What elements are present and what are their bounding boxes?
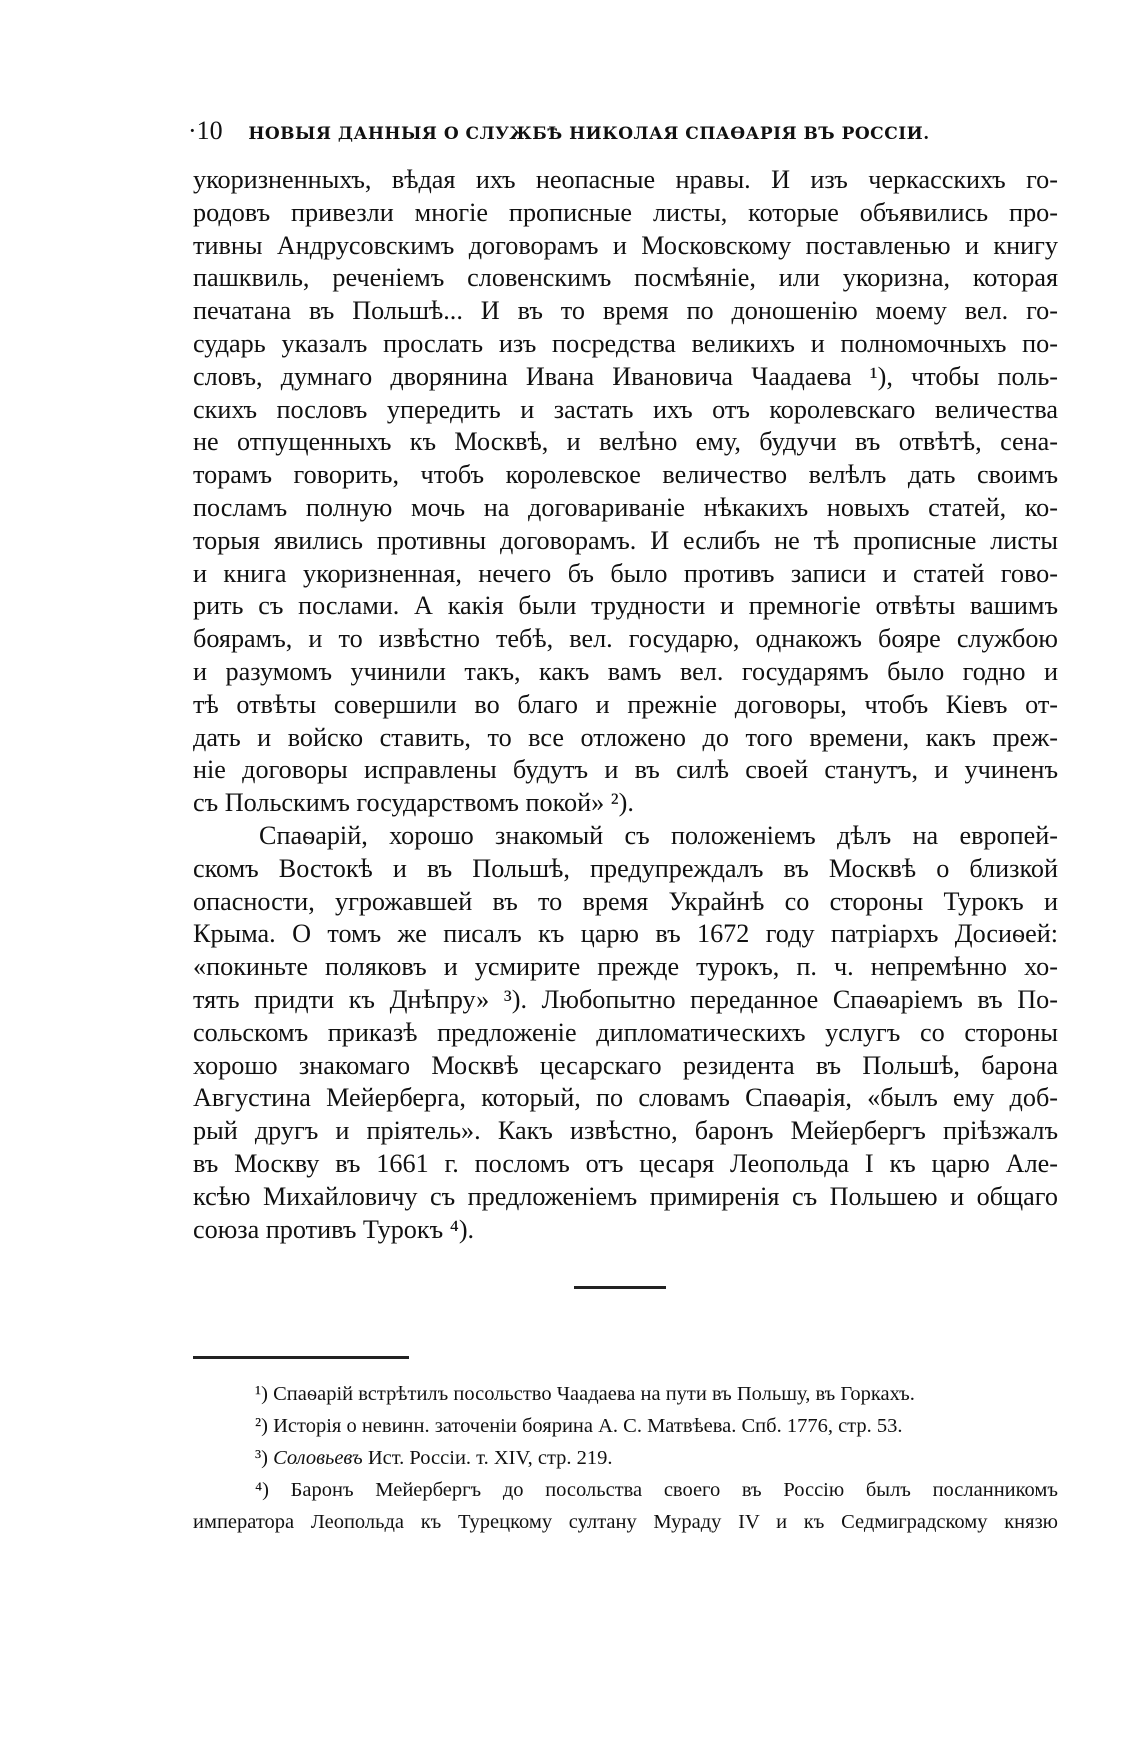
text-line: рый другъ и пріятель». Какъ извѣстно, баронъ Мейербергъ пріѣзжалъ <box>193 1116 1058 1146</box>
text-line: боярамъ, и то извѣстно тебѣ, вел. государю, однакожъ бояре службою <box>193 624 1058 654</box>
text-line: хорошо знакомаго Москвѣ цесарскаго резидента въ Польшѣ, барона <box>193 1050 1058 1080</box>
page-header <box>188 116 970 148</box>
footnote-4-line-1: ⁴) Баронъ Мейербергъ до посольства своего въ Россію былъ посланникомъ <box>255 1479 1058 1501</box>
footnote-1: ¹) Спаѳарій встрѣтилъ посольство Чаадаева на пути въ Польшу, въ Горкахъ. <box>255 1383 915 1405</box>
text-line: тивны Андрусовскимъ договорамъ и Московскому поставленью и книгу <box>193 230 1058 260</box>
text-line: сударь указалъ прослать изъ посредства великихъ и полномочныхъ по- <box>193 328 1058 358</box>
footnote-3-author: Соловьевъ <box>273 1447 363 1469</box>
footnotes <box>193 1378 1058 1538</box>
text-line: родовъ привезли многіе прописные листы, которые объявились про- <box>193 197 1058 227</box>
text-line: дать и войско ставить, то все отложено до того времени, какъ преж- <box>193 722 1058 752</box>
footnote-3-text: Ист. Россіи. т. XIV, стр. 219. <box>367 1447 613 1469</box>
text-line: Спаѳарій, хорошо знакомый съ положеніемъ дѣлъ на европей- <box>259 820 1058 850</box>
text-line: и книга укоризненная, нечего бъ было противъ записи и статей гово- <box>193 558 1058 588</box>
text-line: въ Москву въ 1661 г. посломъ отъ цесаря Леопольда I къ царю Але- <box>193 1148 1058 1178</box>
section-divider <box>574 1286 666 1289</box>
text-line: торыя явились противны договорамъ. И еслибъ не тѣ прописные листы <box>193 525 1058 555</box>
text-line: укоризненныхъ, вѣдая ихъ неопасные нравы. И изъ черкасскихъ го- <box>193 165 1058 194</box>
text-line: печатана въ Польшѣ... И въ то время по доношенію моему вел. го- <box>193 296 1058 326</box>
text-line: съ Польскимъ государствомъ покой» ²). <box>193 788 634 818</box>
page-number: ·10 <box>188 116 223 145</box>
text-line: посламъ полную мочь на договариваніе нѣкакихъ новыхъ статей, ко- <box>193 492 1058 522</box>
text-line: Крыма. О томъ же писалъ къ царю въ 1672 году патріархъ Досиѳей: <box>193 919 1058 949</box>
text-line: союза противъ Турокъ ⁴). <box>193 1214 475 1244</box>
text-line: опасности, угрожавшей въ то время Украйнѣ со стороны Турокъ и <box>193 886 1058 916</box>
footnote-4-line-2: императора Леопольда къ Турецкому султану Мураду IV и къ Седмиградскому князю <box>193 1511 1058 1533</box>
footnote-2: ²) Исторія о невинн. заточеніи боярина А. С. Матвѣева. Спб. 1776, стр. 53. <box>255 1415 903 1437</box>
text-line: скомъ Востокѣ и въ Польшѣ, предупреждалъ въ Москвѣ о близкой <box>193 853 1058 883</box>
footnote-3-mark: ³) <box>255 1447 268 1469</box>
text-line: «покиньте поляковъ и усмирите прежде турокъ, п. ч. непремѣнно хо- <box>193 952 1058 982</box>
paragraph-1 <box>193 164 1058 820</box>
text-line: не отпущенныхъ къ Москвѣ, и велѣно ему, будучи въ отвѣтѣ, сена- <box>193 427 1058 457</box>
text-line: сольскомъ приказѣ предложеніе дипломатическихъ услугъ со стороны <box>193 1017 1058 1047</box>
text-line: ніе договоры исправлены будутъ и въ силѣ своей станутъ, и учиненъ <box>193 755 1058 785</box>
text-line: и разумомъ учинили такъ, какъ вамъ вел. государямъ было годно и <box>193 656 1058 686</box>
text-line: тѣ отвѣты совершили во благо и прежніе договоры, чтобъ Кіевъ от- <box>193 689 1058 719</box>
running-head: НОВЫЯ ДАННЫЯ О СЛУЖБѢ НИКОЛАЯ СПАѲАРІЯ ВЪ РОССІИ. <box>248 124 930 144</box>
paragraph-2 <box>193 820 1058 1246</box>
text-line: тять придти къ Днѣпру» ³). Любопытно переданное Спаѳаріемъ въ По- <box>193 984 1058 1014</box>
footnote-divider <box>193 1356 409 1359</box>
footnote-3 <box>193 1442 1058 1474</box>
text-line: торамъ говорить, чтобъ королевское величество велѣлъ дать своимъ <box>193 460 1058 490</box>
main-text <box>193 164 1058 1246</box>
text-line: ксѣю Михайловичу съ предложеніемъ примиренія съ Польшею и общаго <box>193 1181 1058 1211</box>
text-line: скихъ пословъ упередить и застать ихъ отъ королевскаго величества <box>193 394 1058 424</box>
text-line: словъ, думнаго дворянина Ивана Ивановича Чаадаева ¹), чтобы поль- <box>193 361 1058 391</box>
text-line: рить съ послами. А какія были трудности и премногіе отвѣты вашимъ <box>193 591 1058 621</box>
text-line: Августина Мейерберга, который, по словамъ Спаѳарія, «былъ ему доб- <box>193 1083 1058 1113</box>
text-line: пашквиль, реченіемъ словенскимъ посмѣяніе, или укоризна, которая <box>193 263 1058 293</box>
